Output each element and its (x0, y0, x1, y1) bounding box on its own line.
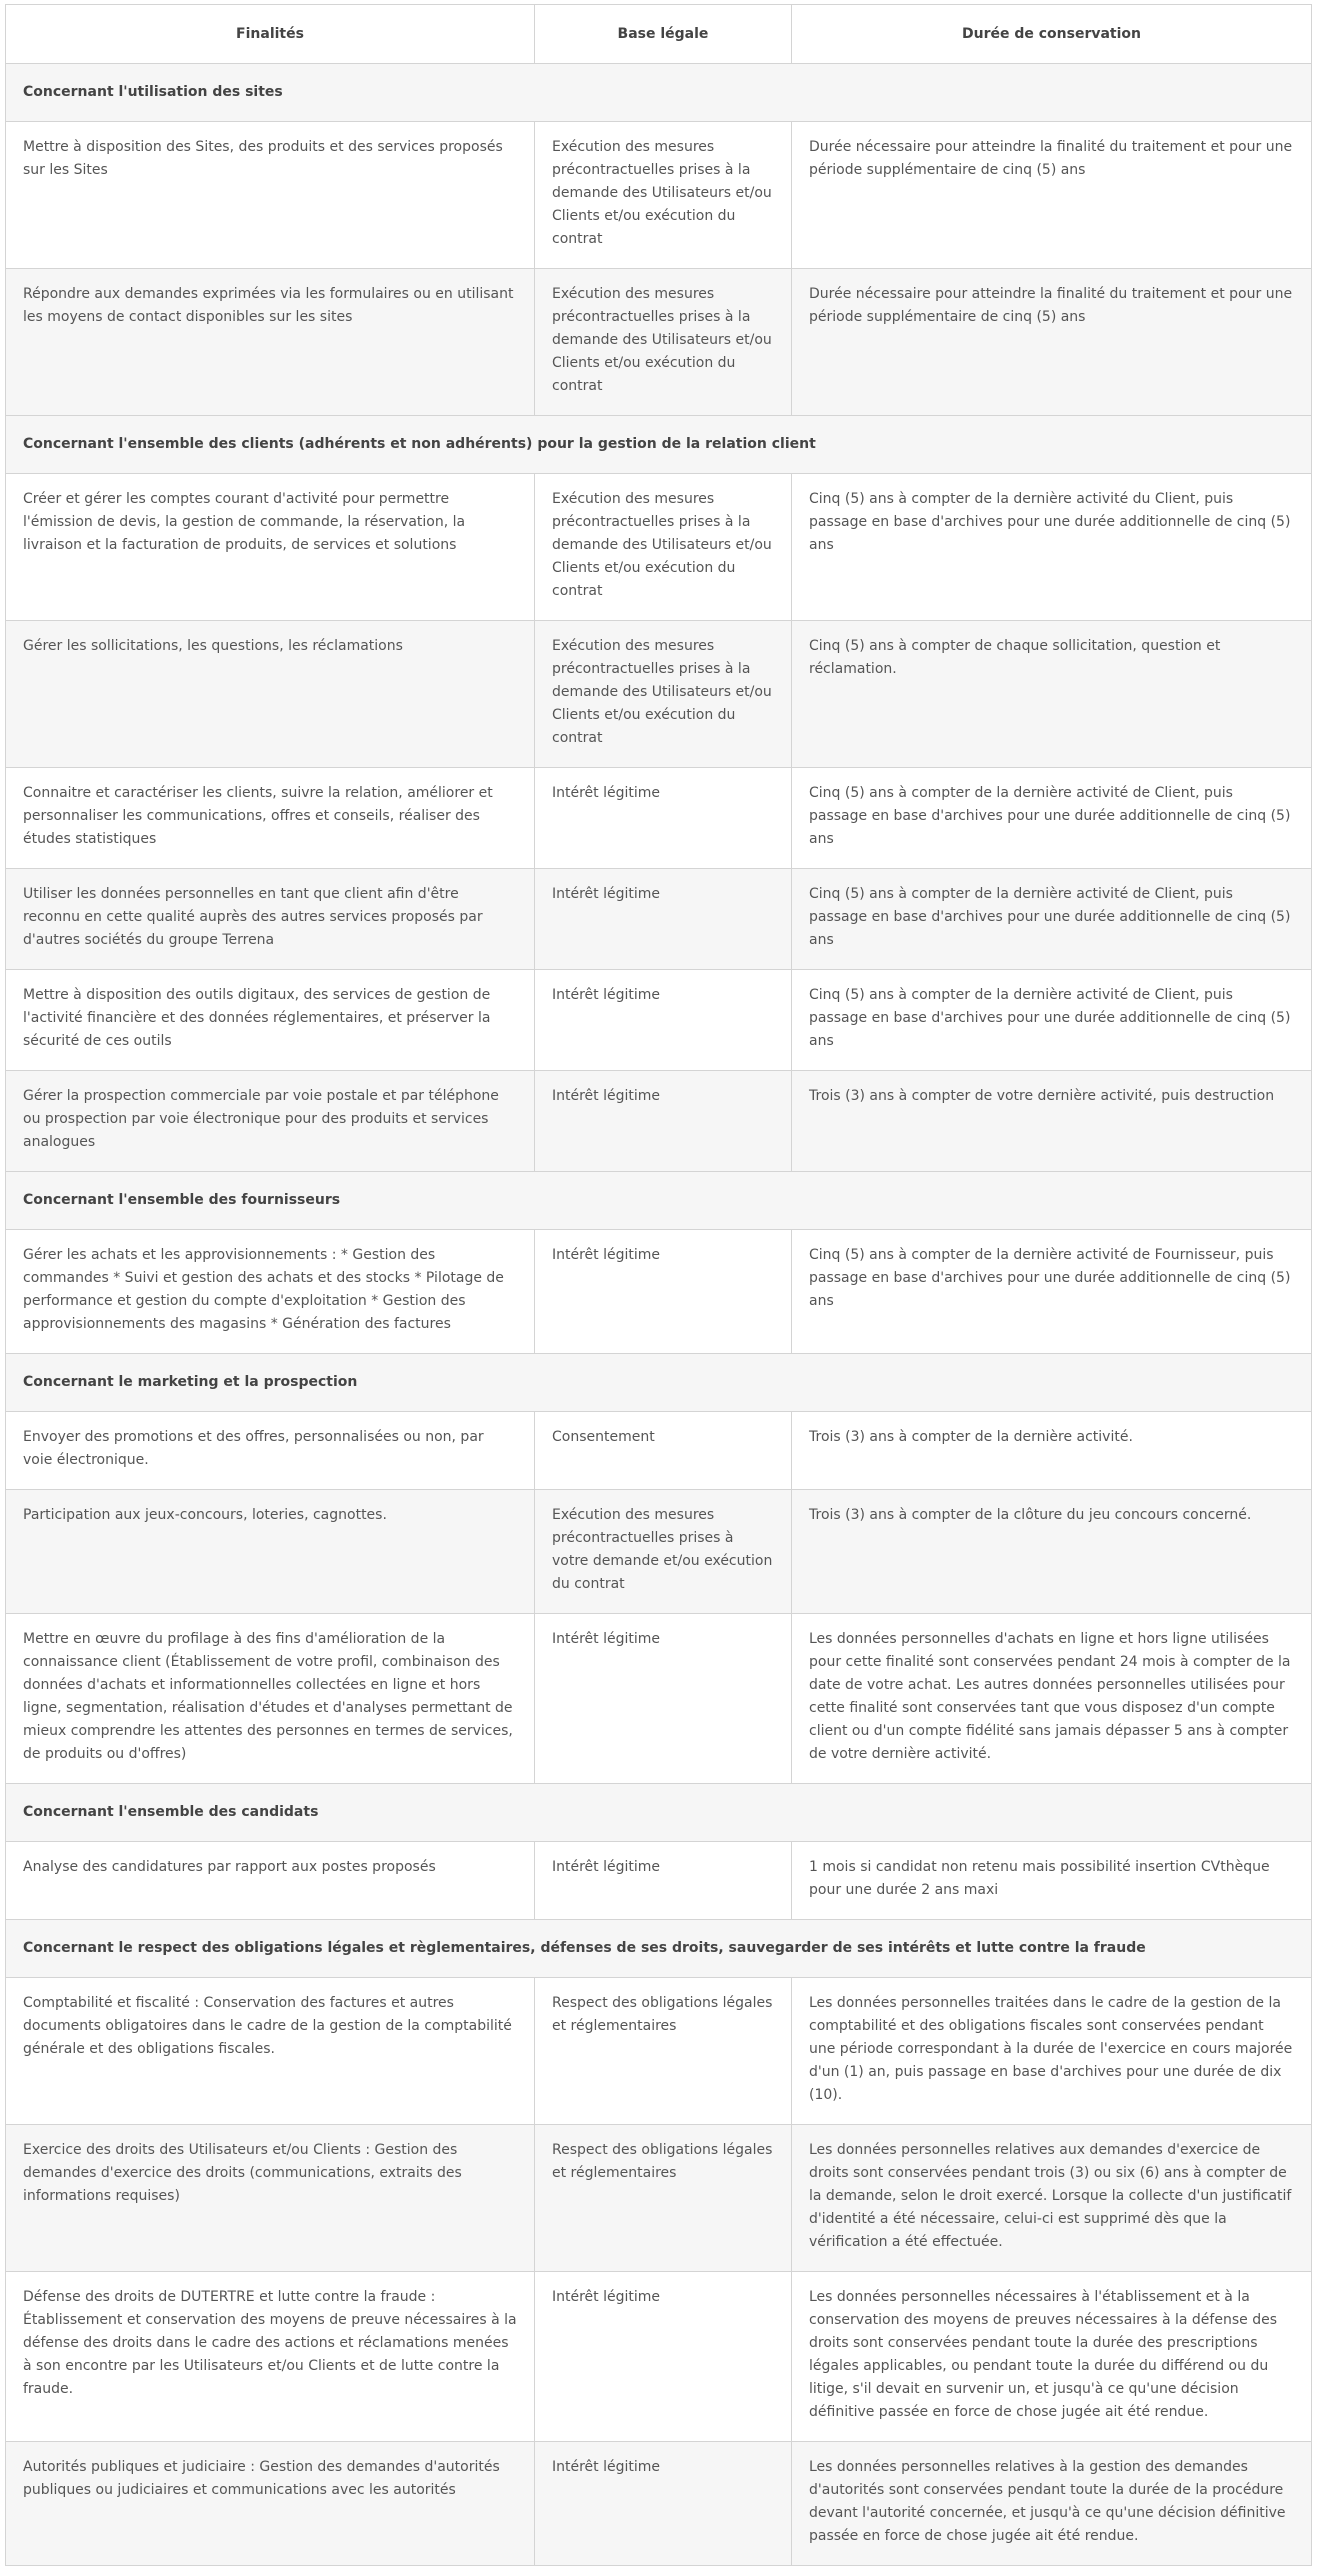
duree-conservation-cell: 1 mois si candidat non retenu mais possibilité insertion CVthèque pour une durée 2 ans maxi (792, 1842, 1312, 1920)
finalite-cell: Gérer la prospection commerciale par voie postale et par téléphone ou prospection par voie électronique pour des produits et services analogues (6, 1071, 535, 1172)
finalite-cell: Mettre à disposition des outils digitaux, des services de gestion de l'activité financière et des données réglementaires, et préserver la sécurité de ces outils (6, 970, 535, 1071)
duree-conservation-cell: Cinq (5) ans à compter de la dernière activité de Client, puis passage en base d'archives pour une durée additionnelle de cinq (5) ans (792, 869, 1312, 970)
finalite-cell: Répondre aux demandes exprimées via les formulaires ou en utilisant les moyens de contact disponibles sur les sites (6, 269, 535, 416)
base-legale-cell: Intérêt légitime (535, 2442, 792, 2566)
section-row (6, 1354, 1312, 1412)
table-row (6, 1978, 1312, 2125)
table-header-row (6, 5, 1312, 64)
table-row (6, 1230, 1312, 1354)
base-legale-cell: Intérêt légitime (535, 970, 792, 1071)
duree-conservation-cell: Les données personnelles relatives aux demandes d'exercice de droits sont conservées pendant trois (3) ou six (6) ans à compter de la demande, selon le droit exercé. Lorsque la collecte d'un justificatif d'identité a été nécessaire, celui-ci est supprimé dès que la vérification a été effectuée. (792, 2125, 1312, 2272)
finalite-cell: Créer et gérer les comptes courant d'activité pour permettre l'émission de devis, la gestion de commande, la réservation, la livraison et la facturation de produits, de services et solutions (6, 474, 535, 621)
base-legale-cell: Exécution des mesures précontractuelles prises à la demande des Utilisateurs et/ou Clients et/ou exécution du contrat (535, 269, 792, 416)
table-body (6, 64, 1312, 2566)
duree-conservation-cell: Cinq (5) ans à compter de la dernière activité du Client, puis passage en base d'archives pour une durée additionnelle de cinq (5) ans (792, 474, 1312, 621)
table-row (6, 768, 1312, 869)
table-row (6, 474, 1312, 621)
finalite-cell: Connaitre et caractériser les clients, suivre la relation, améliorer et personnaliser les communications, offres et conseils, réaliser des études statistiques (6, 768, 535, 869)
duree-conservation-cell: Trois (3) ans à compter de votre dernière activité, puis destruction (792, 1071, 1312, 1172)
finalite-cell: Mettre à disposition des Sites, des produits et des services proposés sur les Sites (6, 122, 535, 269)
finalite-cell: Envoyer des promotions et des offres, personnalisées ou non, par voie électronique. (6, 1412, 535, 1490)
base-legale-cell: Respect des obligations légales et réglementaires (535, 1978, 792, 2125)
table-row (6, 970, 1312, 1071)
table-row (6, 2125, 1312, 2272)
base-legale-cell: Respect des obligations légales et réglementaires (535, 2125, 792, 2272)
section-row (6, 1920, 1312, 1978)
section-title: Concernant le marketing et la prospection (6, 1354, 1312, 1412)
section-row (6, 1784, 1312, 1842)
base-legale-cell: Consentement (535, 1412, 792, 1490)
duree-conservation-cell: Les données personnelles traitées dans le cadre de la gestion de la comptabilité et des obligations fiscales sont conservées pendant une période correspondant à la durée de l'exercice en cours majorée d'un (1) an, puis passage en base d'archives pour une durée de dix (10). (792, 1978, 1312, 2125)
data-retention-table (5, 4, 1312, 2566)
duree-conservation-cell: Les données personnelles relatives à la gestion des demandes d'autorités sont conservées pendant toute la durée de la procédure devant l'autorité concernée, et jusqu'à ce qu'une décision définitive passée en force de chose jugée ait été rendue. (792, 2442, 1312, 2566)
duree-conservation-cell: Trois (3) ans à compter de la clôture du jeu concours concerné. (792, 1490, 1312, 1614)
table-row (6, 122, 1312, 269)
finalite-cell: Utiliser les données personnelles en tant que client afin d'être reconnu en cette qualité auprès des autres services proposés par d'autres sociétés du groupe Terrena (6, 869, 535, 970)
finalite-cell: Mettre en œuvre du profilage à des fins d'amélioration de la connaissance client (Établissement de votre profil, combinaison des données d'achats et informationnelles collectées en ligne et hors ligne, segmentation, réalisation d'études et d'analyses permettant de mieux comprendre les attentes des personnes en termes de services, de produits ou d'offres) (6, 1614, 535, 1784)
table-row (6, 2442, 1312, 2566)
base-legale-cell: Intérêt légitime (535, 1842, 792, 1920)
base-legale-cell: Exécution des mesures précontractuelles prises à la demande des Utilisateurs et/ou Clients et/ou exécution du contrat (535, 474, 792, 621)
table-row (6, 621, 1312, 768)
header-duree-conservation: Durée de conservation (792, 5, 1312, 64)
finalite-cell: Autorités publiques et judiciaire : Gestion des demandes d'autorités publiques ou judiciaires et communications avec les autorités (6, 2442, 535, 2566)
duree-conservation-cell: Cinq (5) ans à compter de la dernière activité de Client, puis passage en base d'archives pour une durée additionnelle de cinq (5) ans (792, 970, 1312, 1071)
base-legale-cell: Intérêt légitime (535, 1614, 792, 1784)
base-legale-cell: Intérêt légitime (535, 1071, 792, 1172)
finalite-cell: Gérer les achats et les approvisionnements : * Gestion des commandes * Suivi et gestion des achats et des stocks * Pilotage de performance et gestion du compte d'exploitation * Gestion des approvisionnements des magasins * Génération des factures (6, 1230, 535, 1354)
section-title: Concernant l'utilisation des sites (6, 64, 1312, 122)
finalite-cell: Exercice des droits des Utilisateurs et/ou Clients : Gestion des demandes d'exercice des droits (communications, extraits des informations requises) (6, 2125, 535, 2272)
table-row (6, 1071, 1312, 1172)
table-row (6, 269, 1312, 416)
base-legale-cell: Exécution des mesures précontractuelles prises à la demande des Utilisateurs et/ou Clients et/ou exécution du contrat (535, 122, 792, 269)
finalite-cell: Gérer les sollicitations, les questions, les réclamations (6, 621, 535, 768)
section-row (6, 64, 1312, 122)
duree-conservation-cell: Les données personnelles d'achats en ligne et hors ligne utilisées pour cette finalité sont conservées pendant 24 mois à compter de la date de votre achat. Les autres données personnelles utilisées pour cette finalité sont conservées tant que vous disposez d'un compte client ou d'un compte fidélité sans jamais dépasser 5 ans à compter de votre dernière activité. (792, 1614, 1312, 1784)
finalite-cell: Comptabilité et fiscalité : Conservation des factures et autres documents obligatoires dans le cadre de la gestion de la comptabilité générale et des obligations fiscales. (6, 1978, 535, 2125)
base-legale-cell: Exécution des mesures précontractuelles prises à la demande des Utilisateurs et/ou Clients et/ou exécution du contrat (535, 621, 792, 768)
section-row (6, 1172, 1312, 1230)
table-row (6, 1614, 1312, 1784)
duree-conservation-cell: Durée nécessaire pour atteindre la finalité du traitement et pour une période supplémentaire de cinq (5) ans (792, 269, 1312, 416)
header-base-legale: Base légale (535, 5, 792, 64)
section-title: Concernant l'ensemble des candidats (6, 1784, 1312, 1842)
table-row (6, 1490, 1312, 1614)
base-legale-cell: Intérêt légitime (535, 768, 792, 869)
table-row (6, 2272, 1312, 2442)
finalite-cell: Défense des droits de DUTERTRE et lutte contre la fraude : Établissement et conservation des moyens de preuve nécessaires à la défense des droits dans le cadre des actions et réclamations menées à son encontre par les Utilisateurs et/ou Clients et de lutte contre la fraude. (6, 2272, 535, 2442)
duree-conservation-cell: Cinq (5) ans à compter de la dernière activité de Client, puis passage en base d'archives pour une durée additionnelle de cinq (5) ans (792, 768, 1312, 869)
duree-conservation-cell: Les données personnelles nécessaires à l'établissement et à la conservation des moyens de preuves nécessaires à la défense des droits sont conservées pendant toute la durée des prescriptions légales applicables, ou pendant toute la durée du différend ou du litige, s'il devait en survenir un, et jusqu'à ce qu'une décision définitive passée en force de chose jugée ait été rendue. (792, 2272, 1312, 2442)
table-row (6, 1412, 1312, 1490)
base-legale-cell: Intérêt légitime (535, 1230, 792, 1354)
base-legale-cell: Exécution des mesures précontractuelles prises à votre demande et/ou exécution du contrat (535, 1490, 792, 1614)
table-row (6, 869, 1312, 970)
section-title: Concernant l'ensemble des clients (adhérents et non adhérents) pour la gestion de la relation client (6, 416, 1312, 474)
duree-conservation-cell: Cinq (5) ans à compter de chaque sollicitation, question et réclamation. (792, 621, 1312, 768)
section-title: Concernant le respect des obligations légales et règlementaires, défenses de ses droits, sauvegarder de ses intérêts et lutte contre la fraude (6, 1920, 1312, 1978)
duree-conservation-cell: Durée nécessaire pour atteindre la finalité du traitement et pour une période supplémentaire de cinq (5) ans (792, 122, 1312, 269)
duree-conservation-cell: Cinq (5) ans à compter de la dernière activité de Fournisseur, puis passage en base d'archives pour une durée additionnelle de cinq (5) ans (792, 1230, 1312, 1354)
base-legale-cell: Intérêt légitime (535, 2272, 792, 2442)
section-row (6, 416, 1312, 474)
section-title: Concernant l'ensemble des fournisseurs (6, 1172, 1312, 1230)
table-row (6, 1842, 1312, 1920)
finalite-cell: Analyse des candidatures par rapport aux postes proposés (6, 1842, 535, 1920)
finalite-cell: Participation aux jeux-concours, loteries, cagnottes. (6, 1490, 535, 1614)
base-legale-cell: Intérêt légitime (535, 869, 792, 970)
header-finalites: Finalités (6, 5, 535, 64)
duree-conservation-cell: Trois (3) ans à compter de la dernière activité. (792, 1412, 1312, 1490)
